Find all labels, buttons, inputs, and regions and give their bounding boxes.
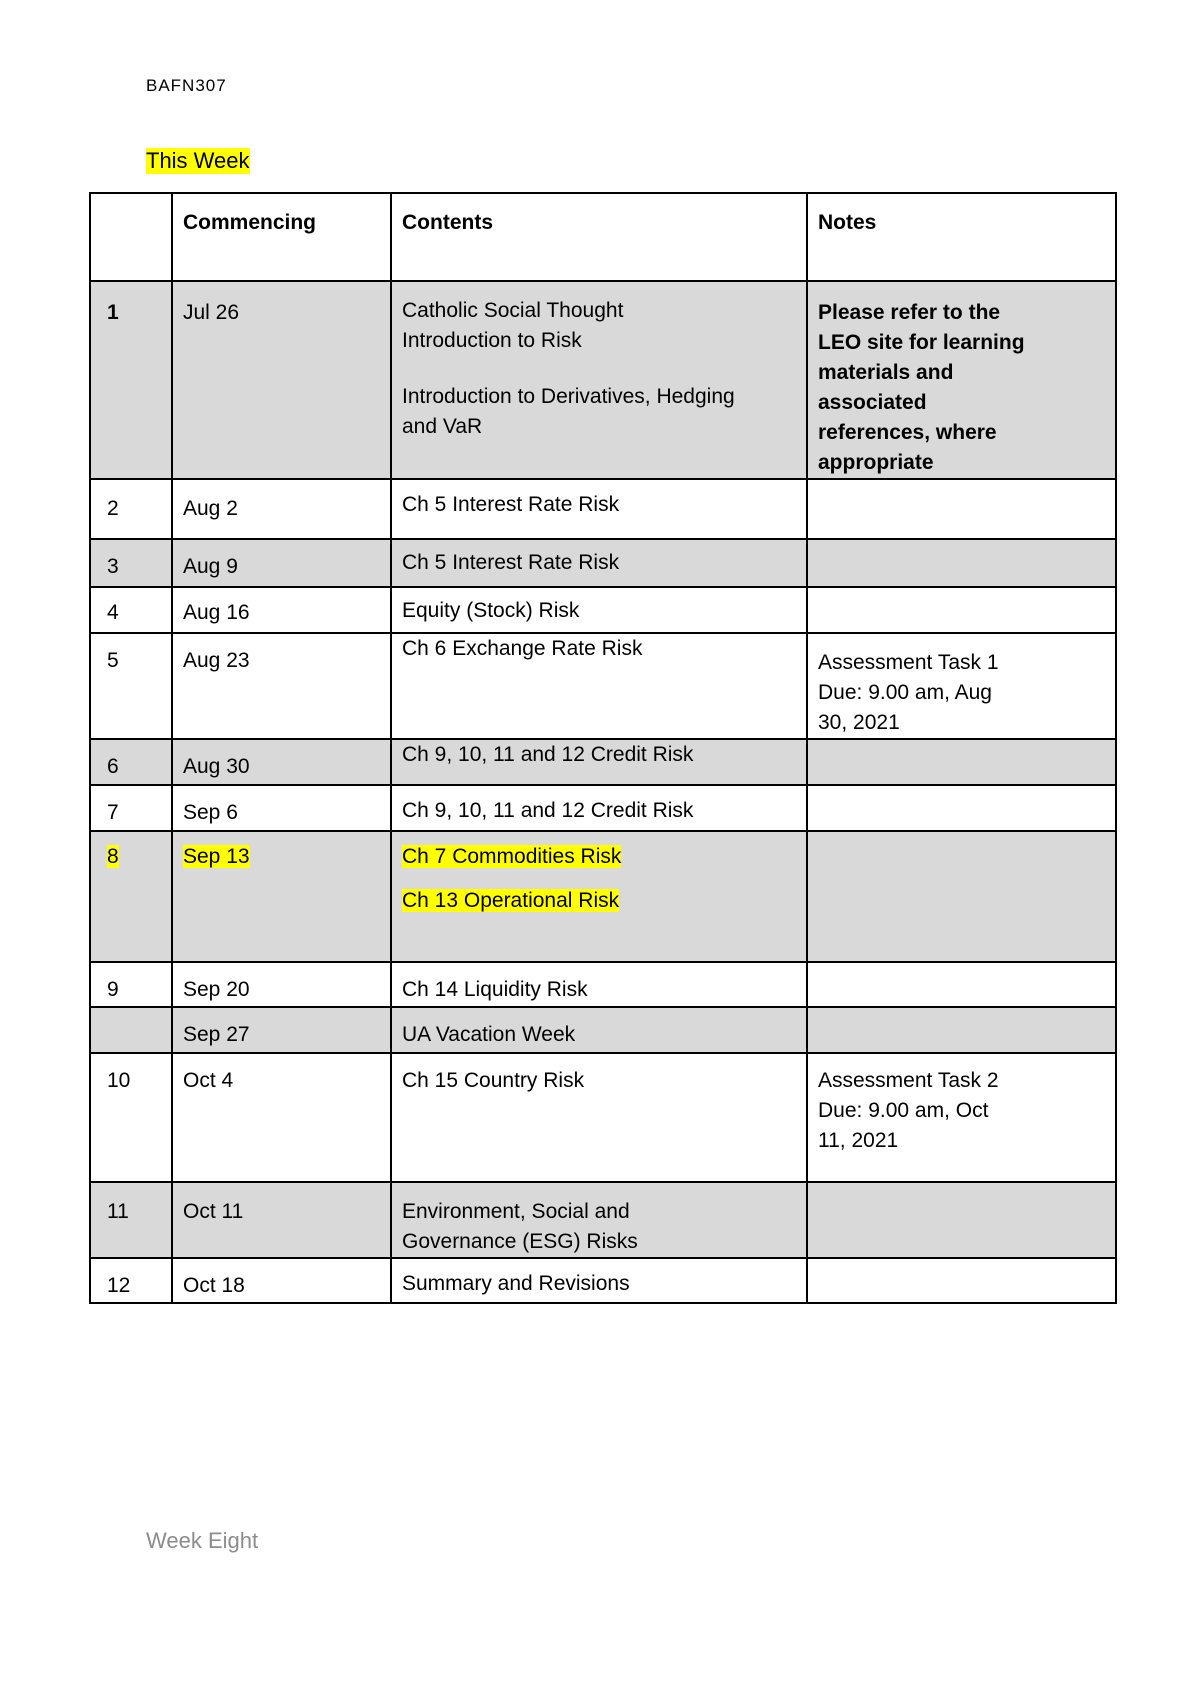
commencing-date: Sep 13 bbox=[172, 831, 391, 962]
notes-cell bbox=[807, 739, 1116, 785]
notes-cell: Please refer to the LEO site for learning materials and associated references, where appropriate bbox=[807, 281, 1116, 479]
table-row bbox=[90, 633, 1116, 739]
contents-cell: Ch 14 Liquidity Risk bbox=[391, 962, 807, 1007]
contents-cell: UA Vacation Week bbox=[391, 1007, 807, 1053]
commencing-date: Sep 27 bbox=[172, 1007, 391, 1053]
notes-cell bbox=[807, 1007, 1116, 1053]
contents-cell: Ch 9, 10, 11 and 12 Credit Risk bbox=[391, 739, 807, 785]
notes-cell bbox=[807, 1182, 1116, 1258]
week-number: 12 bbox=[90, 1258, 172, 1303]
notes-cell: Assessment Task 1 Due: 9.00 am, Aug 30, 2021 bbox=[807, 633, 1116, 739]
week-number bbox=[90, 1007, 172, 1053]
week-number: 3 bbox=[90, 539, 172, 587]
contents-cell: Ch 6 Exchange Rate Risk bbox=[391, 633, 807, 739]
notes-cell bbox=[807, 539, 1116, 587]
contents-cell: Environment, Social and Governance (ESG) Risks bbox=[391, 1182, 807, 1258]
week-number: 8 bbox=[90, 831, 172, 962]
table-row bbox=[90, 587, 1116, 633]
notes-cell: Assessment Task 2 Due: 9.00 am, Oct 11, 2021 bbox=[807, 1053, 1116, 1182]
contents-cell: Ch 5 Interest Rate Risk bbox=[391, 539, 807, 587]
table-row bbox=[90, 962, 1116, 1007]
commencing-header: Commencing bbox=[172, 193, 391, 281]
week-number: 11 bbox=[90, 1182, 172, 1258]
course-code: BAFN307 bbox=[146, 76, 227, 95]
table-row-current-week bbox=[90, 831, 1116, 962]
table-row bbox=[90, 1258, 1116, 1303]
commencing-date: Sep 6 bbox=[172, 785, 391, 831]
table-row bbox=[90, 479, 1116, 539]
commencing-date: Aug 9 bbox=[172, 539, 391, 587]
commencing-date: Aug 16 bbox=[172, 587, 391, 633]
contents-cell: Ch 5 Interest Rate Risk bbox=[391, 479, 807, 539]
notes-cell bbox=[807, 587, 1116, 633]
week-header bbox=[90, 193, 172, 281]
table-row bbox=[90, 739, 1116, 785]
notes-cell bbox=[807, 479, 1116, 539]
table-header-row bbox=[90, 193, 1116, 281]
schedule-table bbox=[89, 192, 1117, 1304]
notes-cell bbox=[807, 962, 1116, 1007]
notes-cell bbox=[807, 785, 1116, 831]
notes-cell bbox=[807, 1258, 1116, 1303]
week-number: 9 bbox=[90, 962, 172, 1007]
week-number: 1 bbox=[90, 281, 172, 479]
table-row-vacation bbox=[90, 1007, 1116, 1053]
commencing-date: Jul 26 bbox=[172, 281, 391, 479]
week-number: 2 bbox=[90, 479, 172, 539]
commencing-date: Oct 11 bbox=[172, 1182, 391, 1258]
week-number: 5 bbox=[90, 633, 172, 739]
contents-header: Contents bbox=[391, 193, 807, 281]
contents-cell: Catholic Social Thought Introduction to Risk Introduction to Derivatives, Hedging and VaR bbox=[391, 281, 807, 479]
this-week-label: This Week bbox=[146, 148, 250, 173]
week-number: 10 bbox=[90, 1053, 172, 1182]
contents-cell: Ch 7 Commodities Risk Ch 13 Operational Risk bbox=[391, 831, 807, 962]
table-row bbox=[90, 539, 1116, 587]
notes-cell bbox=[807, 831, 1116, 962]
week-number: 4 bbox=[90, 587, 172, 633]
contents-cell: Summary and Revisions bbox=[391, 1258, 807, 1303]
table-row bbox=[90, 785, 1116, 831]
week-number: 7 bbox=[90, 785, 172, 831]
contents-cell: Ch 9, 10, 11 and 12 Credit Risk bbox=[391, 785, 807, 831]
commencing-date: Oct 4 bbox=[172, 1053, 391, 1182]
table-row bbox=[90, 1182, 1116, 1258]
table-row bbox=[90, 281, 1116, 479]
commencing-date: Aug 30 bbox=[172, 739, 391, 785]
commencing-date: Aug 23 bbox=[172, 633, 391, 739]
page-footer: Week Eight bbox=[146, 1528, 259, 1553]
contents-cell: Equity (Stock) Risk bbox=[391, 587, 807, 633]
table-row bbox=[90, 1053, 1116, 1182]
commencing-date: Aug 2 bbox=[172, 479, 391, 539]
commencing-date: Sep 20 bbox=[172, 962, 391, 1007]
commencing-date: Oct 18 bbox=[172, 1258, 391, 1303]
notes-header: Notes bbox=[807, 193, 1116, 281]
week-number: 6 bbox=[90, 739, 172, 785]
contents-cell: Ch 15 Country Risk bbox=[391, 1053, 807, 1182]
